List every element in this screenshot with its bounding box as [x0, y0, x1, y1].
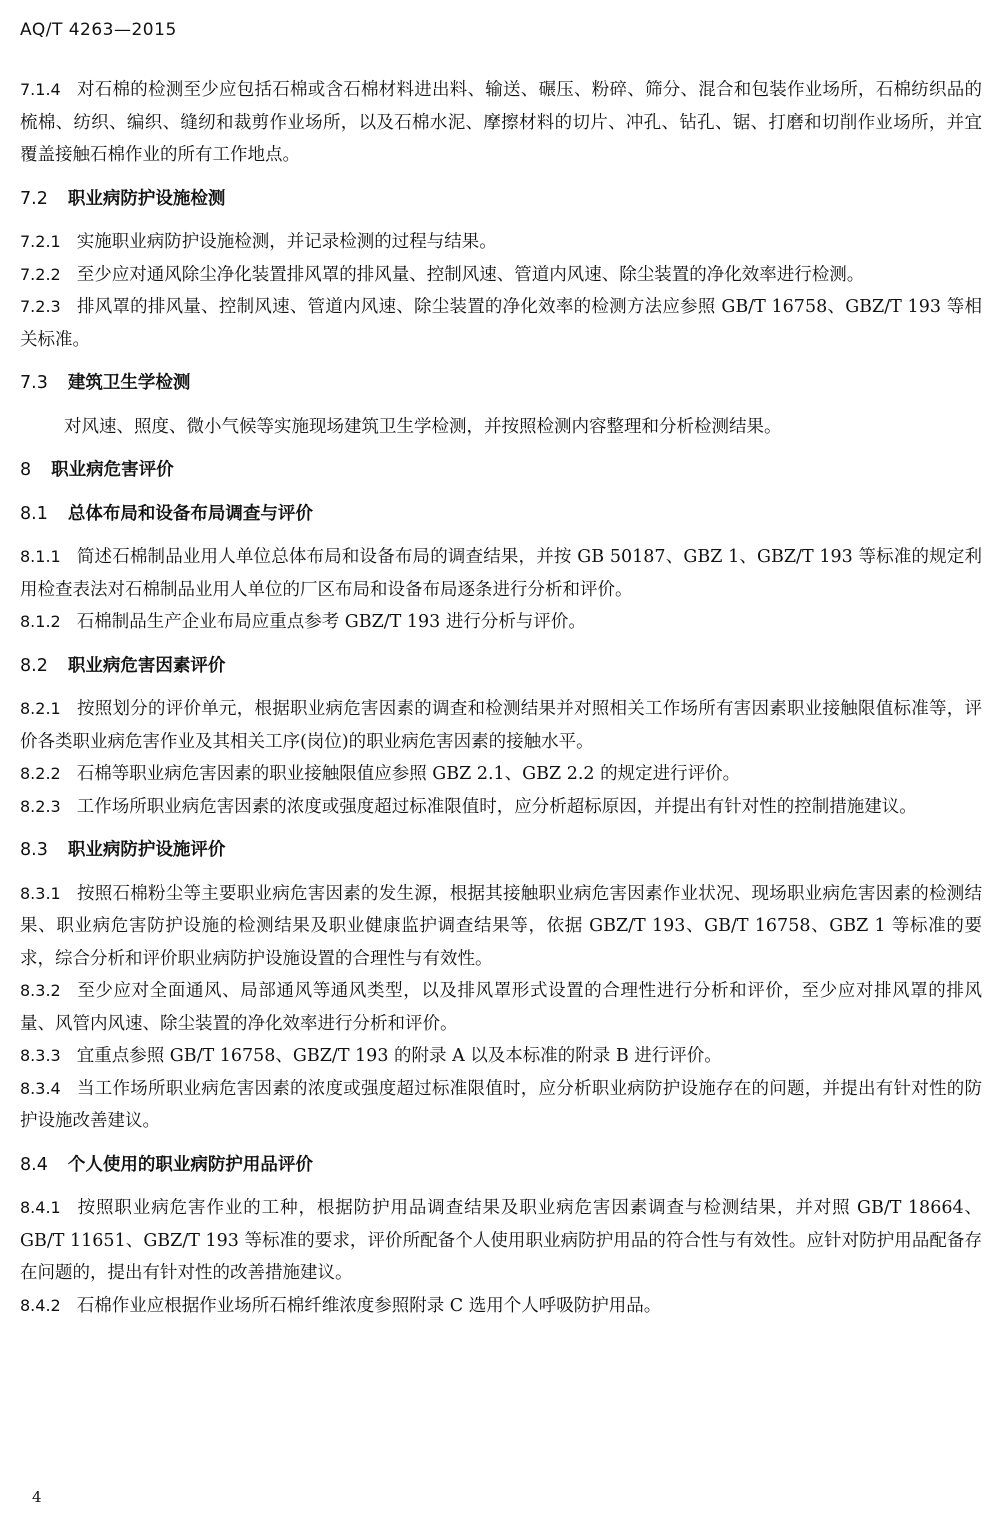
section-title: 职业病防护设施评价 — [67, 840, 226, 860]
clause-number: 8.3.2 — [20, 981, 61, 1000]
page-number: 4 — [32, 1488, 42, 1506]
section-heading — [20, 1149, 982, 1182]
clause-text: 按照划分的评价单元，根据职业病危害因素的调查和检测结果并对照相关工作场所有害因素职业接触限值标准等，评价各类职业病危害作业及其相关工序(岗位)的职业病危害因素的接触水平。 — [20, 699, 982, 752]
clause-number: 8.3.4 — [20, 1078, 61, 1098]
clause-paragraph — [20, 693, 982, 758]
clause-number: 8.2.3 — [20, 796, 61, 816]
section-heading — [20, 498, 982, 531]
clause-text: 实施职业病防护设施检测，并记录检测的过程与结果。 — [76, 232, 497, 252]
section-number: 7.3 — [20, 373, 48, 393]
clause-text: 工作场所职业病危害因素的浓度或强度超过标准限值时，应分析超标原因，并提出有针对性的控制措施建议。 — [76, 796, 917, 817]
clause-paragraph — [20, 975, 982, 1040]
section-number: 8.3 — [20, 840, 48, 860]
clause-text: 石棉制品生产企业布局应重点参考 GBZ/T 193 进行分析与评价。 — [76, 612, 586, 632]
clause-text: 简述石棉制品业用人单位总体布局和设备布局的调查结果，并按 GB 50187、GBZ 1、GBZ/T 193 等标准的规定利用检查表法对石棉制品业用人单位的厂区布局和设备布局逐条进行分析和评价。 — [20, 547, 982, 600]
clause-paragraph — [20, 411, 982, 444]
clause-text: 按照石棉粉尘等主要职业病危害因素的发生源，根据其接触职业病危害因素作业状况、现场职业病危害因素的检测结果、职业病危害防护设施的检测结果及职业健康监护调查结果等，依据 GBZ/T 193、GB/T 16758、GBZ 1 等标准的要求，综合分析和评价职业病防护设施设置的合理性与有效性。 — [20, 883, 982, 969]
section-number: 7.2 — [20, 188, 48, 209]
clause-number: 7.2.3 — [20, 297, 61, 316]
clause-text: 石棉等职业病危害因素的职业接触限值应参照 GBZ 2.1、GBZ 2.2 的规定进行评价。 — [76, 764, 741, 784]
clause-text: 当工作场所职业病危害因素的浓度或强度超过标准限值时，应分析职业病防护设施存在的问题，并提出有针对性的防护设施改善建议。 — [20, 1078, 982, 1131]
document-code: AQ/T 4263—2015 — [20, 20, 177, 40]
clause-number: 8.3.3 — [20, 1046, 61, 1065]
section-heading — [20, 183, 982, 216]
clause-paragraph — [20, 541, 982, 606]
clause-number: 8.2.2 — [20, 764, 61, 783]
section-heading — [20, 834, 982, 867]
section-number: 8.1 — [20, 503, 48, 524]
clause-paragraph — [20, 606, 982, 639]
section-title: 建筑卫生学检测 — [67, 373, 191, 393]
clause-text: 排风罩的排风量、控制风速、管道内风速、除尘装置的净化效率的检测方法应参照 GB/T 16758、GBZ/T 193 等相关标准。 — [20, 297, 982, 350]
section-heading — [20, 650, 982, 683]
clause-number: 8.4.2 — [20, 1295, 61, 1315]
clause-paragraph — [20, 1290, 982, 1323]
clause-paragraph — [20, 74, 982, 172]
clause-text: 对风速、照度、微小气候等实施现场建筑卫生学检测，并按照检测内容整理和分析检测结果。 — [64, 416, 782, 437]
clause-text: 至少应对全面通风、局部通风等通风类型，以及排风罩形式设置的合理性进行分析和评价，至少应对排风罩的排风量、风管内风速、除尘装置的净化效率进行分析和评价。 — [20, 981, 982, 1034]
section-title: 职业病防护设施检测 — [67, 188, 226, 209]
clause-paragraph — [20, 758, 982, 791]
clause-text: 宜重点参照 GB/T 16758、GBZ/T 193 的附录 A 以及本标准的附录 B 进行评价。 — [76, 1046, 722, 1066]
clause-number: 8.2.1 — [20, 699, 61, 718]
clause-text: 石棉作业应根据作业场所石棉纤维浓度参照附录 C 选用个人呼吸防护用品。 — [76, 1295, 662, 1316]
section-number: 8.2 — [20, 655, 48, 676]
section-title: 总体布局和设备布局调查与评价 — [67, 503, 313, 524]
clause-number: 8.1.1 — [20, 547, 61, 566]
clause-text: 对石棉的检测至少应包括石棉或含石棉材料进出料、输送、碾压、粉碎、筛分、混合和包装作业场所，石棉纺织品的梳棉、纺织、编织、缝纫和裁剪作业场所，以及石棉水泥、摩擦材料的切片、冲孔、钻孔、锯、打磨和切削作业场所，并宜覆盖接触石棉作业的所有工作地点。 — [20, 80, 982, 165]
section-number: 8.4 — [20, 1154, 48, 1175]
clause-number: 8.3.1 — [20, 883, 61, 903]
section-heading — [20, 454, 982, 487]
section-title: 个人使用的职业病防护用品评价 — [67, 1154, 313, 1175]
clause-number: 8.1.2 — [20, 612, 61, 631]
clause-paragraph — [20, 1192, 982, 1290]
section-title: 职业病危害因素评价 — [67, 655, 226, 676]
section-heading — [20, 367, 982, 400]
section-title: 职业病危害评价 — [51, 460, 174, 480]
clause-paragraph — [20, 791, 982, 824]
section-number: 8 — [20, 460, 32, 480]
clause-paragraph — [20, 291, 982, 356]
clause-paragraph — [20, 1073, 982, 1138]
clause-number: 7.2.1 — [20, 232, 61, 251]
document-body — [20, 74, 982, 1322]
clause-text: 按照职业病危害作业的工种，根据防护用品调查结果及职业病危害因素调查与检测结果，并对照 GB/T 18664、GB/T 11651、GBZ/T 193 等标准的要求，评价所配备个人使用职业病防护用品的符合性与有效性。应针对防护用品配备存在问题的，提出有针对性的改善措施建议。 — [20, 1198, 982, 1283]
clause-paragraph — [20, 878, 982, 976]
clause-number: 7.1.4 — [20, 80, 61, 99]
clause-number: 8.4.1 — [20, 1198, 61, 1217]
clause-paragraph — [20, 259, 982, 292]
clause-paragraph — [20, 1040, 982, 1073]
clause-text: 至少应对通风除尘净化装置排风罩的排风量、控制风速、管道内风速、除尘装置的净化效率进行检测。 — [76, 264, 865, 285]
clause-number: 7.2.2 — [20, 264, 61, 284]
clause-paragraph — [20, 226, 982, 259]
